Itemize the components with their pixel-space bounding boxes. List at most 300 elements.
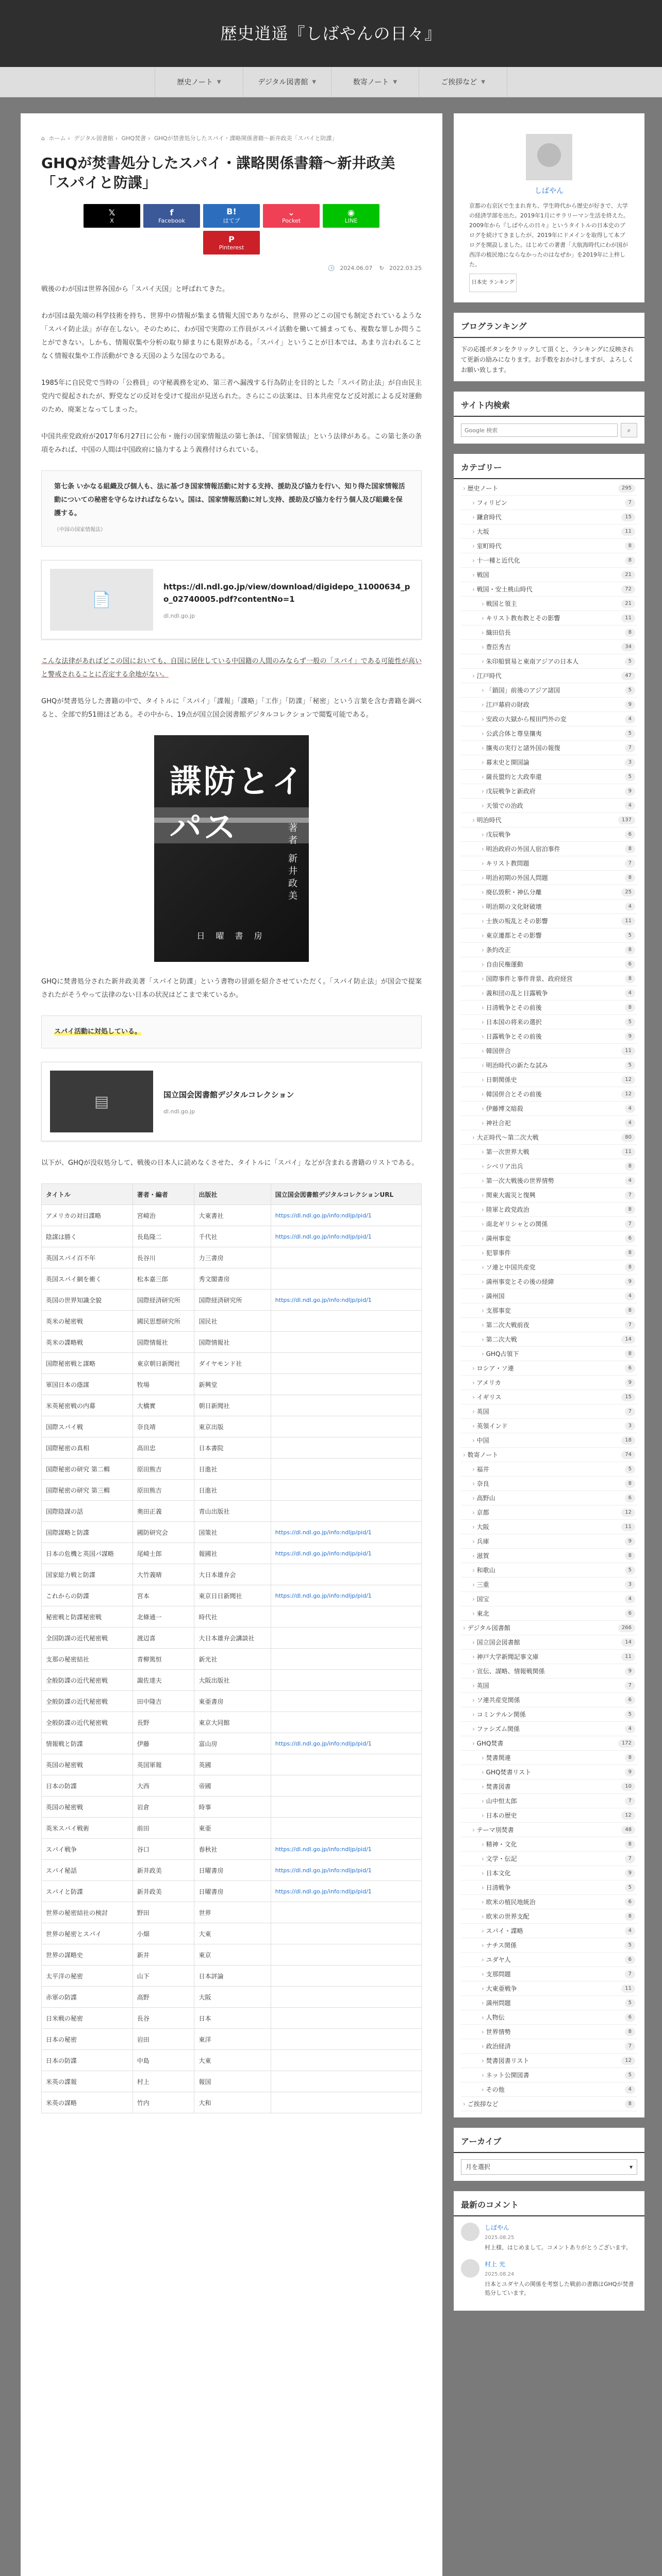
table-cell-link[interactable]: https://dl.ndl.go.jp/info:ndljp/pid/1 — [271, 1839, 421, 1860]
category-item[interactable] — [461, 2010, 637, 2025]
category-item[interactable] — [461, 669, 637, 683]
category-count: 4 — [625, 2086, 635, 2094]
category-count: 4 — [625, 715, 635, 723]
category-item[interactable] — [461, 1116, 637, 1130]
category-count: 3 — [625, 1422, 635, 1430]
table-row — [42, 1797, 422, 1818]
table-cell: スパイ秘話 — [42, 1860, 133, 1881]
paragraph: 中国共産党政府が2017年6月27日に公布・施行の国家情報法の第七条は、「国家情報法」という法律がある。この第七条の条項をみれば、中国の人間は中国政府に協力するよう義務付けられている。 — [41, 433, 422, 454]
sidebar — [454, 113, 644, 2576]
category-count: 7 — [625, 1682, 635, 1690]
category-item[interactable] — [461, 1953, 637, 1967]
category-item[interactable] — [461, 597, 637, 611]
category-item[interactable] — [461, 1073, 637, 1087]
updated-date: 2022.03.25 — [389, 265, 422, 272]
search-button[interactable] — [621, 423, 637, 437]
category-count: 11 — [621, 1148, 635, 1156]
table-row — [42, 1353, 422, 1374]
category-item[interactable] — [461, 914, 637, 928]
category-count: 4 — [625, 802, 635, 810]
category-count: 80 — [621, 1133, 635, 1142]
category-item[interactable] — [461, 1491, 637, 1505]
table-cell: 軍国日本の蔭謀 — [42, 1374, 133, 1395]
table-cell: 奈良靖 — [133, 1416, 194, 1437]
category-item[interactable] — [461, 654, 637, 669]
nav-label: 数寄ノート — [353, 78, 389, 87]
category-item[interactable] — [461, 1563, 637, 1578]
category-item[interactable] — [461, 1159, 637, 1174]
category-label: › スパイ・諜略 — [482, 1926, 523, 1936]
category-count: 11 — [621, 1985, 635, 1993]
clock-icon: 🕓 — [327, 265, 335, 272]
category-item[interactable] — [461, 1303, 637, 1318]
category-item[interactable] — [461, 1015, 637, 1029]
category-count: 21 — [621, 600, 635, 608]
category-count: 5 — [625, 773, 635, 781]
category-label: › GHQ焚書 — [472, 1738, 503, 1749]
category-item[interactable] — [461, 1592, 637, 1606]
table-cell: 東京出版 — [194, 1416, 271, 1437]
category-item[interactable] — [461, 885, 637, 900]
category-item[interactable] — [461, 1808, 637, 1823]
category-label: › 神戸大学新聞記事文庫 — [472, 1652, 539, 1662]
category-count: 8 — [625, 629, 635, 637]
table-cell: 千代社 — [194, 1226, 271, 1247]
nav-item-library[interactable] — [243, 67, 331, 97]
category-item[interactable] — [461, 1707, 637, 1722]
category-item[interactable] — [461, 553, 637, 568]
table-cell: 日本の防諜 — [42, 2050, 133, 2071]
category-item[interactable] — [461, 1693, 637, 1707]
profile-name[interactable]: しばやん — [535, 187, 564, 195]
link-card[interactable] — [41, 1062, 422, 1141]
comment-item[interactable] — [461, 2223, 637, 2252]
table-row — [42, 2092, 422, 2113]
home-icon[interactable]: ⌂ — [41, 135, 45, 142]
category-item[interactable] — [461, 1231, 637, 1246]
widget-title: カテゴリー — [454, 454, 644, 479]
search-box — [461, 423, 637, 437]
table-cell-link[interactable]: https://dl.ndl.go.jp/info:ndljp/pid/1 — [271, 1543, 421, 1564]
table-cell-link[interactable]: https://dl.ndl.go.jp/info:ndljp/pid/1 — [271, 1860, 421, 1881]
category-item[interactable] — [461, 2097, 637, 2111]
category-item[interactable] — [461, 1722, 637, 1736]
table-row — [42, 1480, 422, 1501]
comment-author[interactable]: 村上 光 — [485, 2261, 505, 2268]
table-cell: 新井政美 — [133, 1860, 194, 1881]
category-item[interactable] — [461, 611, 637, 625]
category-item[interactable] — [461, 1909, 637, 1924]
category-label: › キリスト教布教とその影響 — [482, 613, 560, 623]
comment-item[interactable] — [461, 2259, 637, 2297]
x-icon: 𝕏 — [108, 207, 115, 217]
table-cell: 原田熊吉 — [133, 1480, 194, 1501]
category-item[interactable] — [461, 1606, 637, 1621]
table-cell: 世界の秘密とスパイ — [42, 1923, 133, 1944]
category-label: › 人物伝 — [482, 2012, 505, 2023]
category-item[interactable] — [461, 986, 637, 1001]
table-row — [42, 1670, 422, 1691]
category-item[interactable] — [461, 2068, 637, 2082]
category-item[interactable] — [461, 1736, 637, 1751]
library-icon: ▤ — [50, 1071, 153, 1132]
table-cell: 東亜書房 — [194, 1691, 271, 1712]
category-item[interactable] — [461, 943, 637, 957]
table-cell: 大日本雄弁会講談社 — [194, 1628, 271, 1649]
category-item[interactable] — [461, 1505, 637, 1520]
category-item[interactable] — [461, 1217, 637, 1231]
category-count: 6 — [625, 1696, 635, 1704]
category-item[interactable] — [461, 698, 637, 712]
table-cell: 山下 — [133, 1965, 194, 1987]
category-item[interactable] — [461, 524, 637, 539]
category-item[interactable] — [461, 1404, 637, 1419]
category-item[interactable] — [461, 1549, 637, 1563]
category-item[interactable] — [461, 1101, 637, 1116]
category-label: › 明治初期の外国人問題 — [482, 873, 548, 883]
table-cell: 北條通一 — [133, 1606, 194, 1628]
category-item[interactable] — [461, 1635, 637, 1650]
category-item[interactable] — [461, 496, 637, 510]
category-count: 14 — [621, 1638, 635, 1647]
category-item[interactable] — [461, 827, 637, 842]
share-hatena-button[interactable] — [203, 204, 260, 228]
paragraph: GHQに焚書処分された新井政美著「スパイと防諜」という書物の冒頭を紹介させていただく。「スパイ防止法」が国会で提案されたがそうやって法律のない日本の状況はどこまで来ているか。 — [41, 978, 422, 999]
category-label: › 英国 — [472, 1406, 489, 1417]
share-pinterest-button[interactable] — [203, 231, 260, 255]
category-item[interactable] — [461, 1837, 637, 1852]
table-cell: 大日本雄弁会 — [194, 1564, 271, 1585]
avatar — [461, 2259, 479, 2278]
category-item[interactable] — [461, 1058, 637, 1073]
chevron-right-icon: › — [115, 135, 118, 142]
category-item[interactable] — [461, 755, 637, 770]
category-item[interactable] — [461, 1996, 637, 2010]
category-label: › 東京遷都とその影響 — [482, 930, 542, 941]
ranking-badge[interactable]: 日本史 ランキング — [469, 274, 517, 292]
blockquote — [41, 1015, 422, 1048]
table-cell: 國民思想研究所 — [133, 1311, 194, 1332]
category-count: 8 — [625, 1263, 635, 1272]
table-cell-link — [271, 2050, 421, 2071]
table-cell: 長島隆二 — [133, 1226, 194, 1247]
hatena-icon: B! — [226, 207, 237, 216]
share-x-button[interactable] — [84, 204, 140, 228]
category-label: › ネット公開図書 — [482, 2070, 529, 2080]
category-item[interactable] — [461, 1130, 637, 1145]
table-cell: 新井 — [133, 1944, 194, 1965]
category-item[interactable] — [461, 972, 637, 986]
category-item[interactable] — [461, 1347, 637, 1361]
category-item[interactable] — [461, 1780, 637, 1794]
breadcrumb-item[interactable]: デジタル図書館 — [74, 135, 113, 142]
category-item[interactable] — [461, 741, 637, 755]
category-item[interactable] — [461, 1895, 637, 1909]
category-count: 11 — [621, 917, 635, 925]
nav-item-suki[interactable] — [331, 67, 419, 97]
category-count: 8 — [625, 1840, 635, 1849]
table-cell-link[interactable]: https://dl.ndl.go.jp/info:ndljp/pid/1 — [271, 1585, 421, 1606]
category-item[interactable] — [461, 856, 637, 871]
table-cell: 日本書院 — [194, 1437, 271, 1459]
category-label: › 士族の叛乱とその影響 — [482, 916, 548, 926]
category-item[interactable] — [461, 1433, 637, 1448]
category-count: 5 — [625, 931, 635, 940]
category-item[interactable] — [461, 957, 637, 972]
category-item[interactable] — [461, 640, 637, 654]
category-item[interactable] — [461, 1448, 637, 1462]
category-label: › 国宝 — [472, 1594, 489, 1604]
nav-label: ご挨拶など — [441, 78, 477, 87]
table-cell-link — [271, 1247, 421, 1268]
table-cell: 諏佐達夫 — [133, 1670, 194, 1691]
category-label: › 十一種と近代化 — [472, 555, 520, 566]
table-cell-link — [271, 1923, 421, 1944]
category-item[interactable] — [461, 712, 637, 726]
category-item[interactable] — [461, 1664, 637, 1679]
category-label: › 政治経済 — [482, 2041, 511, 2052]
table-cell: アメリカの対日諜略 — [42, 1205, 133, 1226]
category-item[interactable] — [461, 1246, 637, 1260]
widget-title: 最新のコメント — [454, 2191, 644, 2216]
category-label: › 天領での治政 — [482, 801, 523, 811]
category-item[interactable] — [461, 1477, 637, 1491]
category-item[interactable] — [461, 568, 637, 582]
category-item[interactable] — [461, 1578, 637, 1592]
chevron-down-icon: ▼ — [312, 79, 317, 85]
category-label: › 大正時代～第二次大戦 — [472, 1132, 539, 1143]
breadcrumb-item[interactable]: ホーム — [48, 135, 66, 142]
category-item[interactable] — [461, 1390, 637, 1404]
table-cell-link[interactable]: https://dl.ndl.go.jp/info:ndljp/pid/1 — [271, 1733, 421, 1754]
category-item[interactable] — [461, 726, 637, 741]
category-item[interactable] — [461, 1679, 637, 1693]
category-item[interactable] — [461, 510, 637, 524]
category-count: 48 — [621, 1826, 635, 1834]
category-item[interactable] — [461, 625, 637, 640]
category-item[interactable] — [461, 1419, 637, 1433]
category-item[interactable] — [461, 1029, 637, 1044]
category-item[interactable] — [461, 1001, 637, 1015]
category-label: › ロシア・ソ連 — [472, 1363, 514, 1374]
book-cover-author: 著者 新井政美 — [287, 823, 297, 903]
table-row — [42, 1628, 422, 1649]
table-cell: 東京日日新聞社 — [194, 1585, 271, 1606]
category-count: 4 — [625, 1177, 635, 1185]
widget-title: アーカイブ — [454, 2128, 644, 2153]
category-item[interactable] — [461, 1880, 637, 1895]
category-item[interactable] — [461, 1650, 637, 1664]
table-cell-link — [271, 2092, 421, 2113]
category-item[interactable] — [461, 1318, 637, 1332]
table-cell: 国際経済研究所 — [133, 1290, 194, 1311]
category-label: › 戊辰戦争 — [482, 829, 511, 840]
paragraph: こんな法律があればどこの国においても、自国に居住している中国籍の人間のみならず一般の「スパイ」である可能性が高いと警戒されることに否定する余地がない。 — [41, 657, 422, 679]
table-cell-link — [271, 1965, 421, 1987]
table-cell-link — [271, 1268, 421, 1290]
table-cell: 力三書房 — [194, 1247, 271, 1268]
table-cell-link[interactable]: https://dl.ndl.go.jp/info:ndljp/pid/1 — [271, 1290, 421, 1311]
category-item[interactable] — [461, 928, 637, 943]
category-item[interactable] — [461, 1188, 637, 1202]
category-count: 9 — [625, 1537, 635, 1546]
category-count: 11 — [621, 614, 635, 622]
table-cell: 陰謀は勝く — [42, 1226, 133, 1247]
category-count: 5 — [625, 730, 635, 738]
site-title[interactable]: 歴史逍遥『しばやんの日々』 — [220, 24, 442, 43]
share-buttons — [41, 204, 422, 228]
category-item[interactable] — [461, 770, 637, 784]
table-cell: 英国の世界知識全貌 — [42, 1290, 133, 1311]
category-item[interactable] — [461, 1376, 637, 1390]
category-item[interactable] — [461, 2082, 637, 2097]
category-item[interactable] — [461, 1044, 637, 1058]
comment-author[interactable]: しばやん — [485, 2224, 510, 2231]
category-count: 266 — [618, 1624, 635, 1632]
category-count: 8 — [625, 845, 635, 853]
category-label: › 戊辰戦争と新政府 — [482, 786, 536, 796]
category-count: 6 — [625, 1494, 635, 1502]
category-label: › 伊藤博文暗殺 — [482, 1104, 523, 1114]
category-label: › 関東大震災と復興 — [482, 1190, 536, 1200]
category-item[interactable] — [461, 1534, 637, 1549]
category-count: 7 — [625, 2042, 635, 2050]
table-cell: 国際陰謀の話 — [42, 1501, 133, 1522]
category-item[interactable] — [461, 1981, 637, 1996]
category-item[interactable] — [461, 1361, 637, 1376]
comment-date: 2025.08.25 — [485, 2235, 515, 2241]
table-cell: 國防研究会 — [133, 1522, 194, 1543]
category-count: 137 — [618, 816, 635, 824]
category-item[interactable] — [461, 1289, 637, 1303]
category-item[interactable] — [461, 1924, 637, 1938]
table-cell: 野田 — [133, 1902, 194, 1923]
category-item[interactable] — [461, 1462, 637, 1477]
table-cell-link[interactable]: https://dl.ndl.go.jp/info:ndljp/pid/1 — [271, 1226, 421, 1247]
category-item[interactable] — [461, 1866, 637, 1880]
share-line-button[interactable] — [323, 204, 379, 228]
table-cell: 東京大同館 — [194, 1712, 271, 1733]
comment-date: 2025.08.24 — [485, 2272, 515, 2277]
table-row — [42, 1881, 422, 1902]
category-item[interactable] — [461, 1765, 637, 1780]
category-item[interactable] — [461, 1174, 637, 1188]
category-item[interactable] — [461, 2025, 637, 2039]
category-count: 8 — [625, 1754, 635, 1762]
table-cell: 秘密戦と防諜秘密戦 — [42, 1606, 133, 1628]
table-cell: 谷口 — [133, 1839, 194, 1860]
category-label: › ソ連共産党関係 — [472, 1695, 520, 1705]
category-label: › 攘夷の実行と諸外国の報復 — [482, 743, 560, 753]
category-item[interactable] — [461, 1520, 637, 1534]
category-item[interactable] — [461, 1332, 637, 1347]
table-row — [42, 1965, 422, 1987]
share-pocket-button[interactable] — [263, 204, 320, 228]
category-item[interactable] — [461, 1823, 637, 1837]
category-item[interactable] — [461, 784, 637, 799]
table-cell: 秀文閣書房 — [194, 1268, 271, 1290]
category-item[interactable] — [461, 2054, 637, 2068]
comments-widget — [454, 2191, 644, 2311]
category-label: › 江戸時代 — [472, 671, 502, 681]
category-item[interactable] — [461, 1852, 637, 1866]
table-cell: 赤軍の防諜 — [42, 1987, 133, 2008]
table-row — [42, 1649, 422, 1670]
link-card-domain: dl.ndl.go.jp — [163, 1108, 195, 1115]
category-label: › 自由民権運動 — [482, 959, 523, 970]
category-count: 72 — [621, 585, 635, 594]
category-item[interactable] — [461, 813, 637, 827]
category-item[interactable] — [461, 481, 637, 496]
category-label: › 山中恒太郎 — [482, 1796, 517, 1806]
category-item[interactable] — [461, 1087, 637, 1101]
category-item[interactable] — [461, 1967, 637, 1981]
category-item[interactable] — [461, 539, 637, 553]
table-cell-link[interactable]: https://dl.ndl.go.jp/info:ndljp/pid/1 — [271, 1205, 421, 1226]
category-item[interactable] — [461, 1794, 637, 1808]
category-item[interactable] — [461, 1145, 637, 1159]
category-item[interactable] — [461, 1202, 637, 1217]
category-item[interactable] — [461, 582, 637, 597]
category-count: 5 — [625, 1999, 635, 2007]
table-cell: 東京朝日新聞社 — [133, 1353, 194, 1374]
category-count: 5 — [625, 1941, 635, 1950]
category-item[interactable] — [461, 799, 637, 813]
table-cell-link[interactable]: https://dl.ndl.go.jp/info:ndljp/pid/1 — [271, 1522, 421, 1543]
share-facebook-button[interactable] — [143, 204, 200, 228]
category-item[interactable] — [461, 1751, 637, 1765]
comment-text: 村上様、はじめまして。コメントありがとうございます。 — [485, 2244, 632, 2251]
nav-item-greeting[interactable] — [419, 67, 507, 97]
nav-item-history[interactable] — [155, 67, 243, 97]
column-header: 著者・編者 — [133, 1184, 194, 1205]
category-count: 9 — [625, 1869, 635, 1877]
archive-select[interactable] — [461, 2159, 637, 2175]
category-item[interactable] — [461, 1938, 637, 1953]
archive-widget — [454, 2128, 644, 2181]
category-item[interactable] — [461, 900, 637, 914]
category-item[interactable] — [461, 1621, 637, 1635]
table-cell: 牧場 — [133, 1374, 194, 1395]
table-cell-link[interactable]: https://dl.ndl.go.jp/info:ndljp/pid/1 — [271, 1881, 421, 1902]
category-item[interactable] — [461, 842, 637, 856]
breadcrumb-item[interactable]: GHQ焚書 — [121, 135, 146, 142]
category-label: › 日露戦争とその前後 — [482, 1031, 542, 1042]
category-item[interactable] — [461, 1260, 637, 1275]
link-card[interactable] — [41, 560, 422, 639]
category-widget — [454, 454, 644, 2117]
category-item[interactable] — [461, 683, 637, 698]
category-count: 6 — [625, 1956, 635, 1964]
category-item[interactable] — [461, 871, 637, 885]
category-item[interactable] — [461, 1275, 637, 1289]
category-label: › 満州事変とその後の経緯 — [482, 1277, 554, 1287]
category-label: › フィリピン — [472, 498, 507, 508]
table-cell-link — [271, 1501, 421, 1522]
category-label: › 焚書関連 — [482, 1753, 511, 1763]
category-label: › 明治政府の外国人宿泊事件 — [482, 844, 560, 854]
table-cell-link — [271, 1775, 421, 1797]
category-item[interactable] — [461, 2039, 637, 2054]
category-count: 9 — [625, 787, 635, 795]
table-cell: 大阪出版社 — [194, 1670, 271, 1691]
search-input[interactable] — [461, 423, 618, 437]
published-date: 2024.06.07 — [340, 265, 373, 272]
category-count: 34 — [621, 643, 635, 651]
category-count: 7 — [625, 499, 635, 507]
table-cell: スパイ戦争 — [42, 1839, 133, 1860]
table-row — [42, 1902, 422, 1923]
